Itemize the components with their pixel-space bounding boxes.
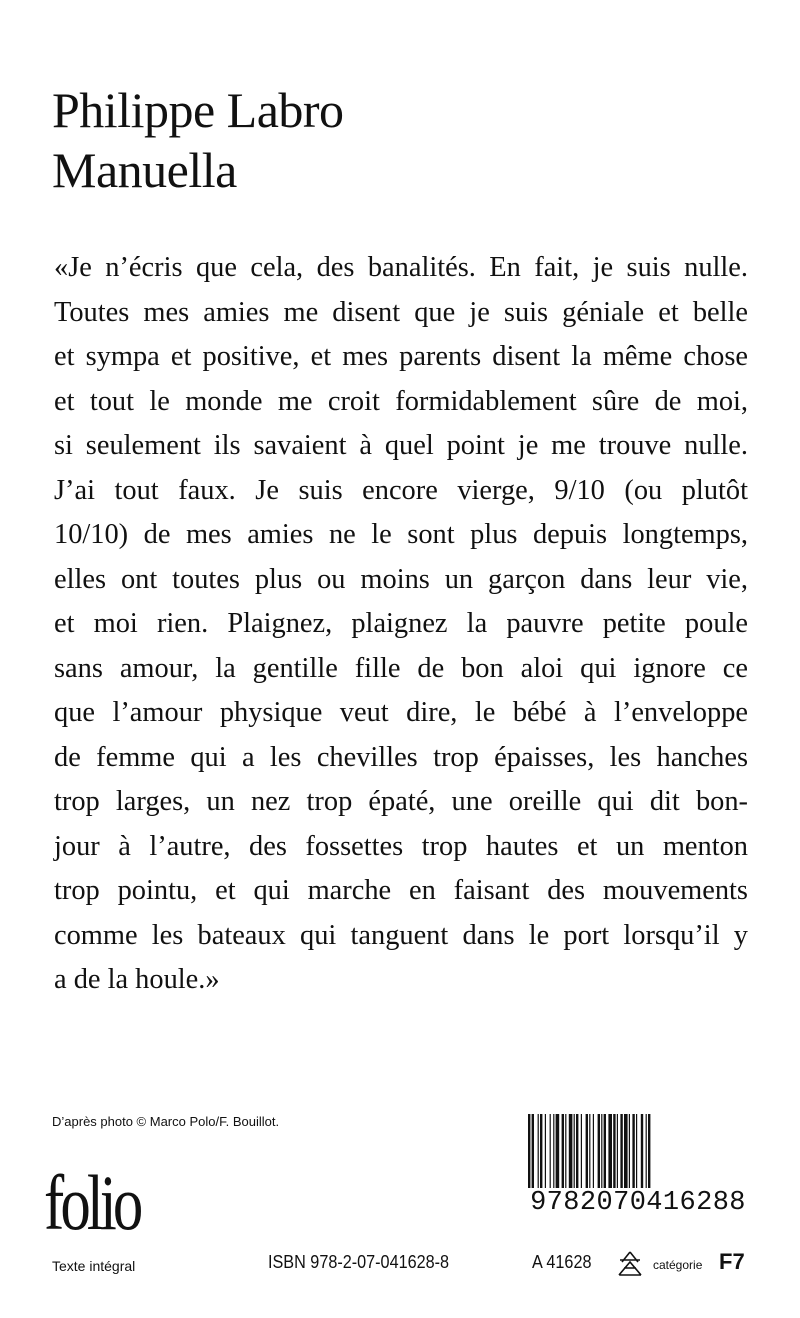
blurb-line: jour à l’autre, des fossettes trop hautes et un menton (54, 830, 748, 862)
category-label: catégorie (653, 1258, 703, 1272)
blurb-line: et sympa et positive, et mes parents disent la même chose (54, 341, 748, 372)
blurb-line: «Je n’écris que cela, des banalités. En fait, je suis nulle. (54, 252, 748, 283)
blurb-line: 10/10) de mes amies ne le sont plus depuis longtemps, (54, 519, 748, 550)
author-name: Philippe Labro (52, 82, 344, 138)
blurb-line: trop pointu, et qui marche en faisant des mouvements (54, 875, 748, 906)
price-code: F7 (719, 1249, 745, 1274)
blurb-line: que l’amour physique veut dire, le bébé à l’enveloppe (54, 697, 748, 728)
blurb-line: elles ont toutes plus ou moins un garçon dans leur vie, (54, 563, 748, 595)
edition-label: Texte intégral (52, 1258, 136, 1274)
blurb-line: et tout le monde me croit formidablement sûre de moi, (54, 385, 748, 417)
blurb-line: comme les bateaux qui tanguent dans le port lorsqu’il y (54, 919, 748, 951)
blurb-line: si seulement ils savaient à quel point je me trouve nulle. (54, 430, 748, 461)
blurb-line: a de la houle.» (54, 964, 220, 995)
isbn-number: ISBN 978-2-07-041628-8 (268, 1252, 450, 1272)
catalog-number: A 41628 (532, 1252, 592, 1272)
blurb-line: et moi rien. Plaignez, plaignez la pauvre petite poule (54, 608, 748, 639)
blurb-line: trop larges, un nez trop épaté, une oreille qui dit bon- (54, 786, 748, 817)
blurb-line: sans amour, la gentille fille de bon aloi qui ignore ce (54, 652, 748, 684)
back-cover-blurb (54, 246, 748, 1003)
blurb-line: Toutes mes amies me disent que je suis géniale et belle (54, 296, 748, 328)
barcode-digits: 9782070416288 (526, 1188, 750, 1218)
gallimard-emblem-icon (612, 1246, 648, 1282)
blurb-line: J’ai tout faux. Je suis encore vierge, 9/10 (ou plutôt (54, 474, 748, 506)
photo-credit: D’après photo © Marco Polo/F. Bouillot. (52, 1114, 280, 1129)
blurb-line: de femme qui a les chevilles trop épaisses, les hanches (54, 741, 748, 773)
book-title: Manuella (52, 142, 237, 198)
folio-logo: folio (44, 1159, 140, 1246)
